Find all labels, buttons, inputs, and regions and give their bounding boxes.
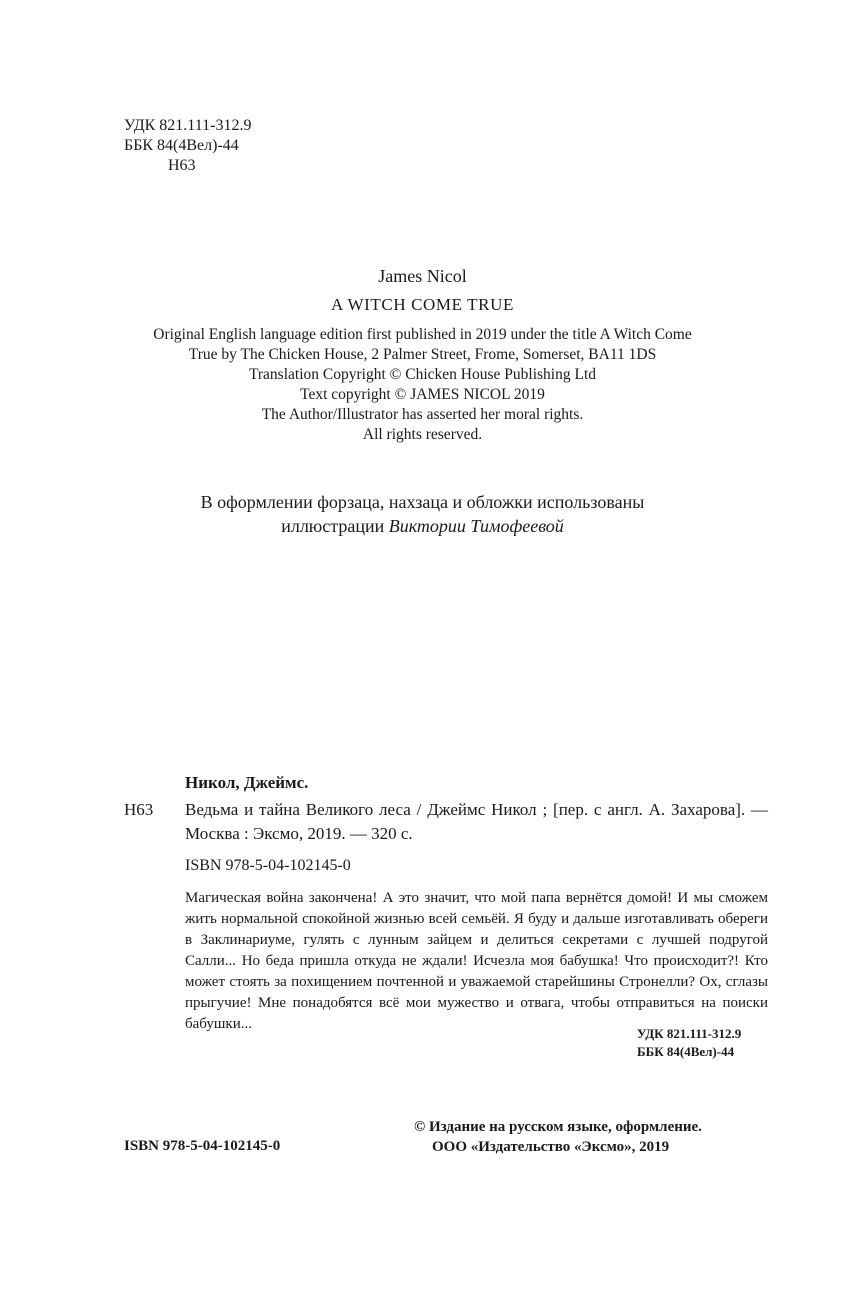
footer-isbn: ISBN 978-5-04-102145-0 (124, 1138, 281, 1154)
bib-isbn: ISBN 978-5-04-102145-0 (185, 857, 351, 874)
copyright-line: All rights reserved. (362, 426, 483, 443)
illustration-line-1: В оформлении форзаца, нахзаца и обложки использованы (200, 492, 645, 512)
copyright-line: The Author/Illustrator has asserted her moral rights. (261, 406, 584, 423)
copyright-line: True by The Chicken House, 2 Palmer Street, Frome, Somerset, BA11 1DS (188, 346, 657, 363)
original-author: James Nicol (378, 266, 467, 286)
bib-description: Ведьма и тайна Великого леса / Джеймс Никол ; [пер. с англ. А. Захарова]. — Москва : Эксмо, 2019. — 320 с. (185, 800, 768, 843)
bib-udk: УДК 821.111-312.9 (637, 1026, 742, 1041)
illustrator-name: Виктории Тимофеевой (388, 516, 564, 536)
bib-classification (637, 1025, 741, 1061)
publisher-copyright (414, 1117, 702, 1157)
copyright-notice (0, 325, 845, 445)
author-sign-code: Н63 (168, 157, 196, 174)
copyright-line: Translation Copyright © Chicken House Publishing Ltd (248, 366, 597, 383)
bib-bbk: ББК 84(4Вел)-44 (637, 1044, 735, 1059)
illustration-credit (0, 490, 845, 538)
original-title: A WITCH COME TRUE (331, 295, 514, 314)
bib-author-sign: Н63 (124, 800, 154, 819)
publisher-copyright-line-2: ООО «Издательство «Эксмо», 2019 (432, 1139, 670, 1155)
publisher-copyright-line-1: © Издание на русском языке, оформление. (414, 1119, 702, 1135)
illustration-prefix: иллюстрации (281, 516, 389, 536)
copyright-line: Original English language edition first published in 2019 under the title A Witch Come (153, 326, 692, 343)
annotation: Магическая война закончена! А это значит, что мой папа вернётся домой! И мы сможем жить нормальной спокойной жизнью всей семьёй. Я буду и дальше изготавливать обереги в Заклинариуме, гулять с лунным зайцем и делиться секретами с лучшей подругой Салли... Но беда пришла откуда не ждали! Исчезла моя бабушка! Что происходит?! Кто может стоять за похищением почтенной и уважаемой старейшины Стронелли? Ох, сглазы прыгучие! Мне понадобятся всё мои мужество и отвага, чтобы отправиться на поиски бабушки... (185, 890, 768, 1032)
copyright-line: Text copyright © JAMES NICOL 2019 (300, 386, 545, 403)
bib-author: Никол, Джеймс. (185, 773, 309, 792)
classification-top (124, 116, 251, 176)
udk-code: УДК 821.111-312.9 (124, 117, 252, 134)
illustration-line-2 (0, 514, 845, 538)
bbk-code: ББК 84(4Вел)-44 (124, 137, 239, 154)
